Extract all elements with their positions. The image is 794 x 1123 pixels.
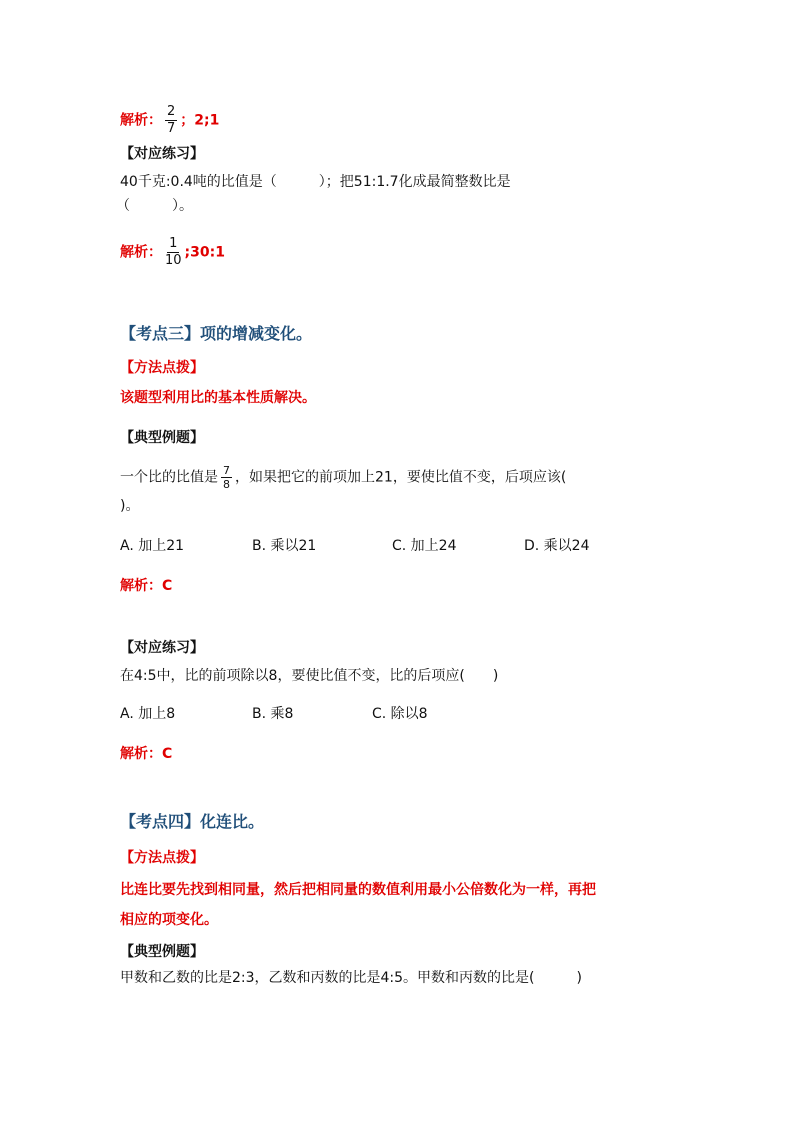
example-question-pre: 一个比的比值是 [120, 469, 218, 486]
method-heading: 【方法点拨】 [120, 360, 204, 376]
example-question [120, 464, 566, 491]
option-a: A. 加上21 [120, 538, 185, 554]
method-text: 该题型利用比的基本性质解决。 [120, 390, 316, 406]
fraction-denominator: 8 [223, 478, 230, 491]
answer-line-3: 解析：C [120, 578, 173, 594]
example-question-post: ，如果把它的前项加上21，要使比值不变，后项应该( [235, 469, 567, 486]
example-heading: 【典型例题】 [120, 430, 204, 446]
practice-question-line-1: 40千克:0.4吨的比值是（ ）；把51:1.7化成最简整数比是 [120, 174, 511, 190]
method-text-4-line-2: 相应的项变化。 [120, 912, 218, 928]
fraction-denominator: 10 [165, 253, 182, 268]
answer-rest: ;30:1 [184, 244, 225, 261]
method-heading-4: 【方法点拨】 [120, 850, 204, 866]
practice-option-b: B. 乘8 [252, 706, 294, 722]
section-title-4: 【考点四】化连比。 [120, 812, 265, 831]
practice-question-3: 在4:5中，比的前项除以8，要使比值不变，比的后项应( ) [120, 668, 499, 684]
answer-label: 解析： [120, 112, 162, 129]
fraction-numerator: 2 [167, 104, 176, 119]
fraction [165, 236, 182, 269]
example-heading-4: 【典型例题】 [120, 944, 204, 960]
fraction [221, 464, 232, 491]
section-title-3: 【考点三】项的增减变化。 [120, 324, 313, 343]
answer-line-1 [120, 104, 219, 137]
fraction-denominator: 7 [167, 121, 176, 136]
answer-label: 解析： [120, 244, 162, 261]
option-d: D. 乘以24 [524, 538, 590, 554]
example-question-4: 甲数和乙数的比是2:3，乙数和丙数的比是4:5。甲数和丙数的比是( ) [120, 970, 582, 986]
practice-answer-3: 解析：C [120, 746, 173, 762]
method-text-4-line-1: 比连比要先找到相同量，然后把相同量的数值利用最小公倍数化为一样，再把 [120, 882, 596, 898]
practice-heading-3: 【对应练习】 [120, 640, 204, 656]
example-question-line-2: )。 [120, 498, 140, 514]
answer-line-2 [120, 236, 225, 269]
practice-question-line-2: （ ）。 [116, 198, 193, 214]
option-b: B. 乘以21 [252, 538, 317, 554]
fraction-numerator: 7 [223, 464, 230, 477]
answer-rest: ；2;1 [180, 112, 220, 129]
fraction-numerator: 1 [169, 236, 178, 251]
practice-heading: 【对应练习】 [120, 146, 204, 162]
option-c: C. 加上24 [392, 538, 457, 554]
fraction [165, 104, 177, 137]
practice-option-a: A. 加上8 [120, 706, 176, 722]
practice-option-c: C. 除以8 [372, 706, 428, 722]
